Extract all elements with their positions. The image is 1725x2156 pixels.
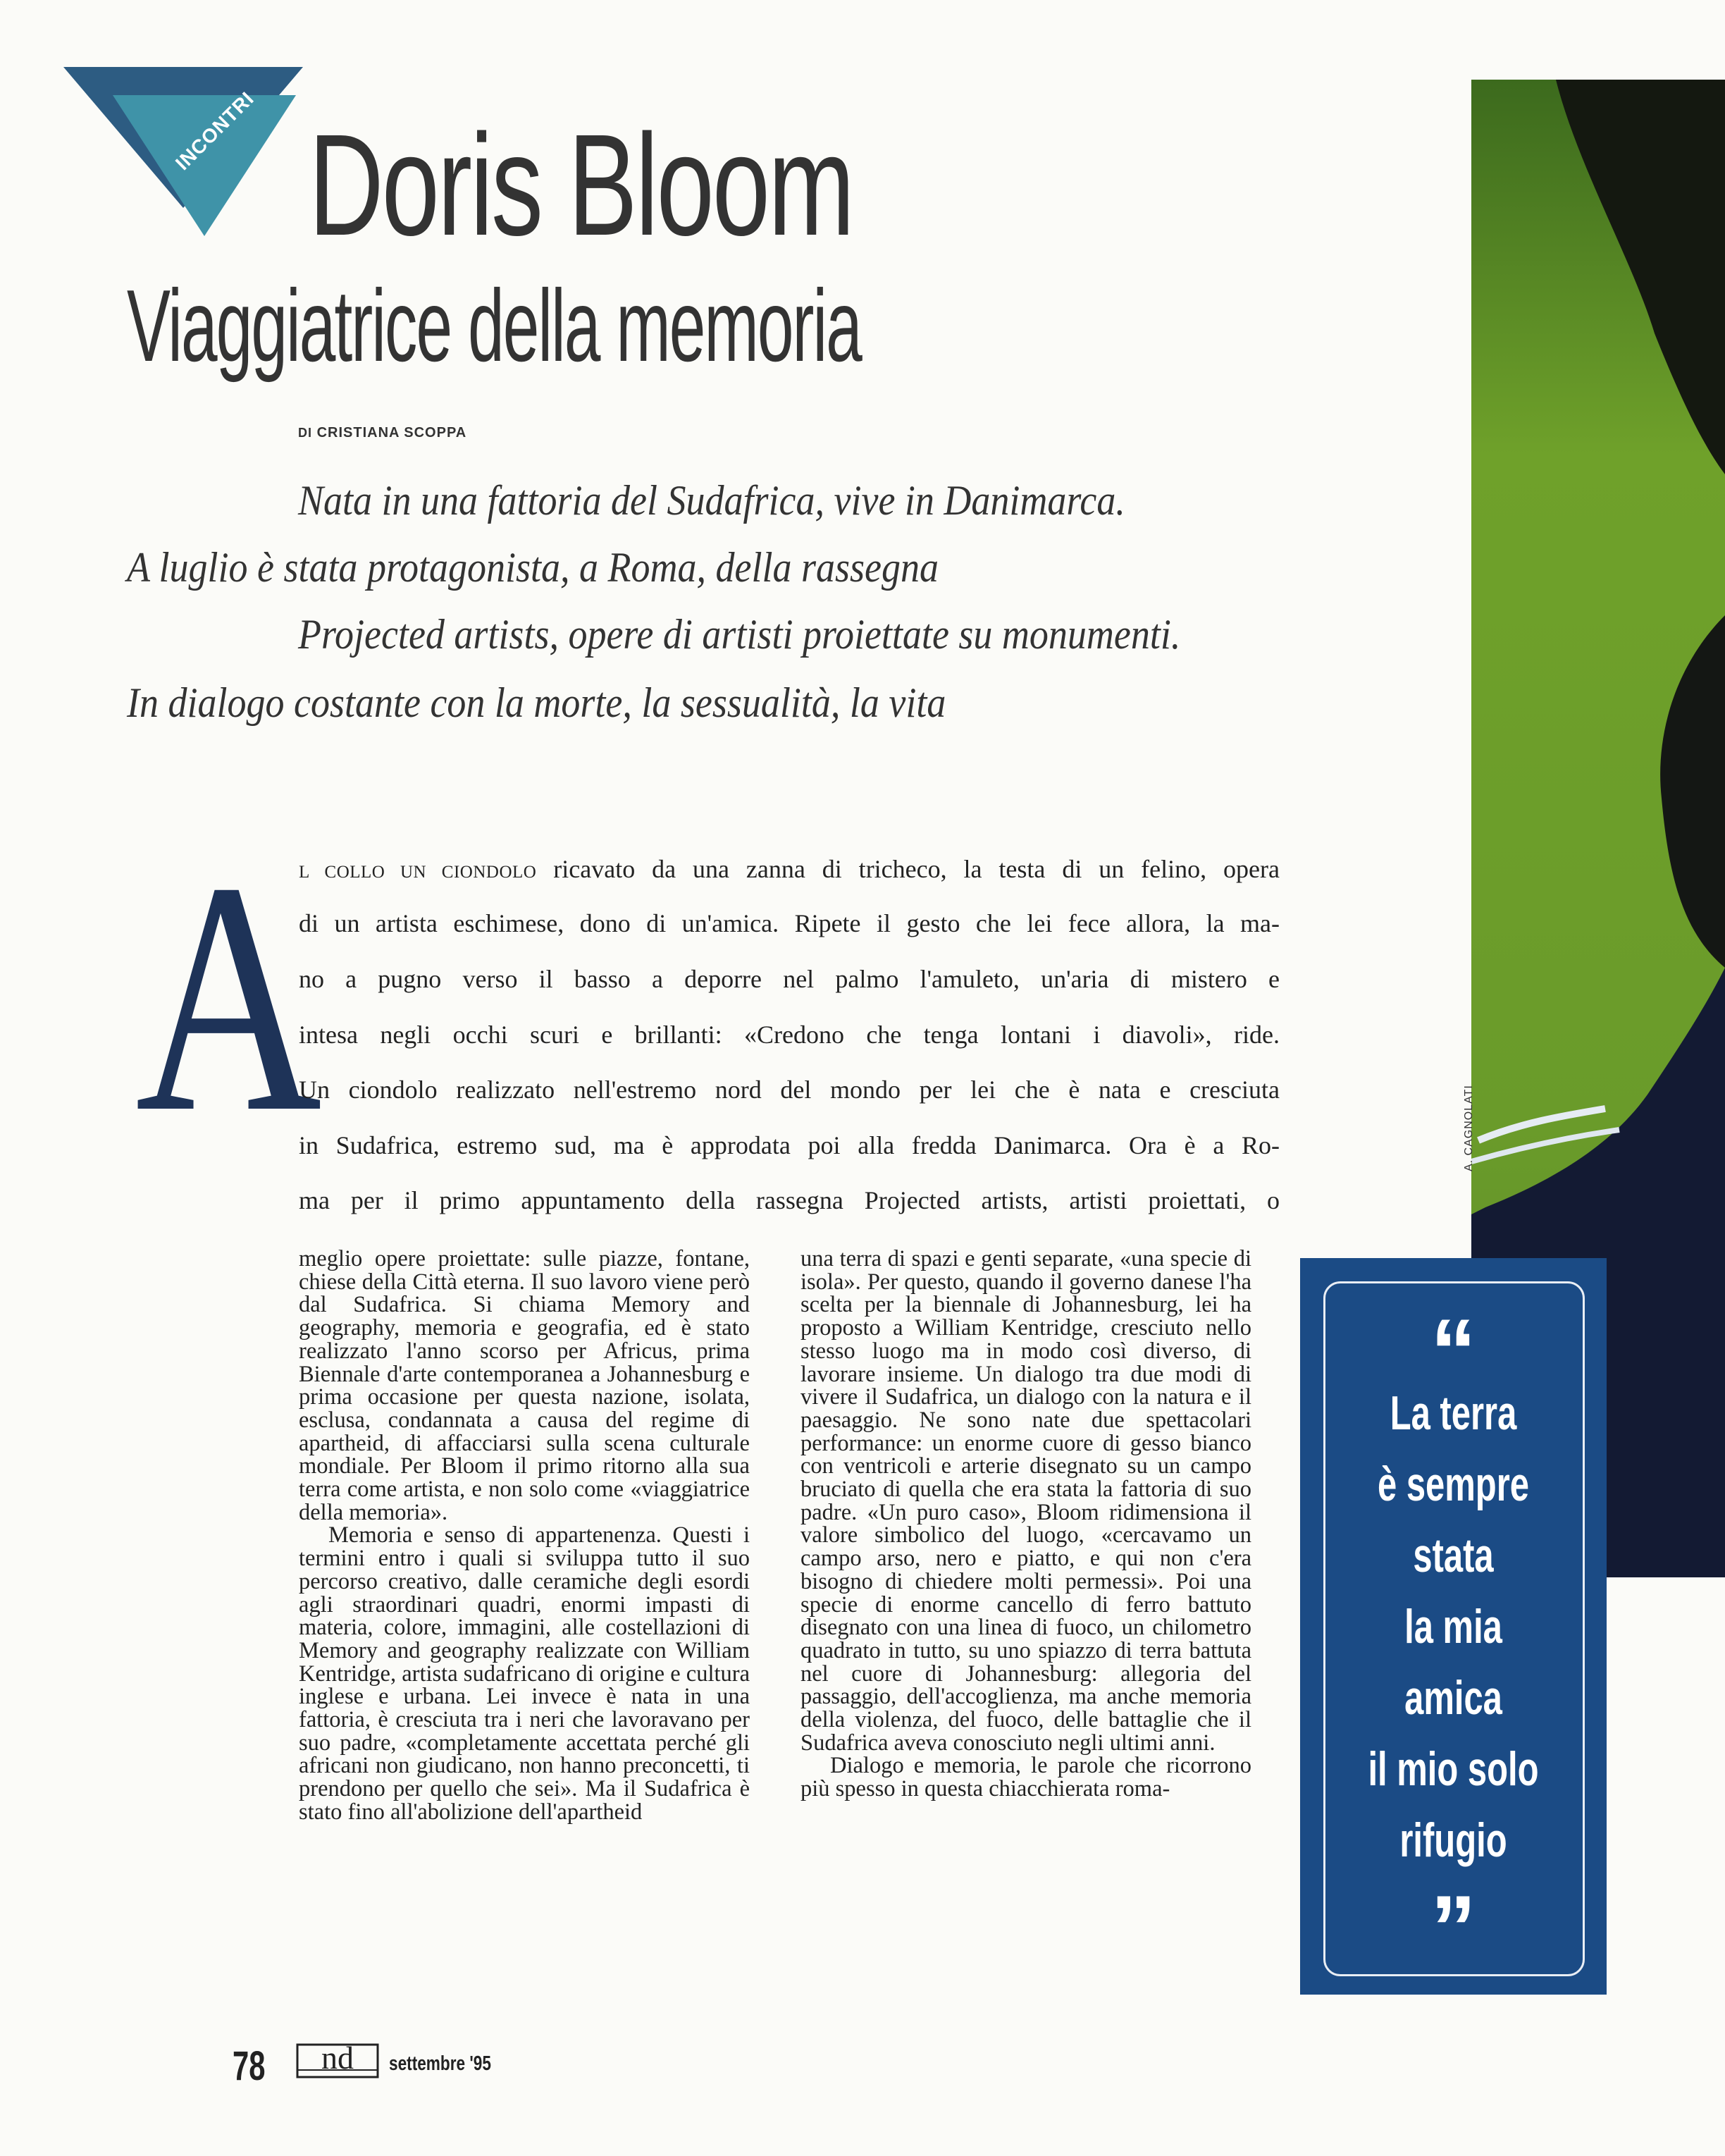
open-quote-icon: “ xyxy=(1430,1300,1476,1403)
lead-in-smallcaps: L COLLO UN CIONDOLO xyxy=(299,863,537,882)
byline-author: CRISTIANA SCOPPA xyxy=(316,425,467,441)
body-paragraph: Memoria e senso di appartenenza. Questi i termini entro i quali si sviluppa tutto il suo percorso creativo, dalle ceramiche degli esordi agli straordinari quadri, enormi impasti di materia, colore, immagini, alle costellazioni di Memory and geography realizzate con William Kentridge, artista sudafricano di origine e cultura inglese e urbana. Lei invece è nata in una fattoria, è cresciuta tra i neri che lavoravano per suo padre, «completamente accettata perché gli africani non giudicano, non hanno preconcetti, ti prendono per quello che sei». Ma il Sudafrica è stato fino all'abolizione dell'apartheid xyxy=(299,1522,750,1825)
deck-line: In dialogo costante con la morte, la sessualità, la vita xyxy=(127,679,946,726)
close-quote-icon: ” xyxy=(1430,1876,1476,1979)
pull-quote-line: la mia xyxy=(1404,1600,1502,1653)
byline xyxy=(298,425,466,441)
pull-quote-line: amica xyxy=(1404,1671,1502,1725)
section-label: INCONTRI xyxy=(171,87,259,175)
deck-line: Nata in una fattoria del Sudafrica, vive in Danimarca. xyxy=(298,477,1125,524)
byline-prefix: DI xyxy=(298,426,312,440)
body-column-2 xyxy=(800,1248,1251,1801)
drop-cap: A xyxy=(135,813,322,1181)
pull-quote-line: stata xyxy=(1413,1529,1494,1582)
pull-quote-text xyxy=(1343,1378,1564,1876)
intro-line: ma per il primo appuntamento della rassegna Projected artists, artisti proiettati, o xyxy=(299,1186,1280,1214)
intro-line: no a pugno verso il basso a deporre nel palmo l'amuleto, un'aria di mistero e xyxy=(299,965,1280,993)
body-paragraph: Dialogo e memoria, le parole che ricorrono più spesso in questa chiacchierata roma- xyxy=(800,1753,1251,1802)
issue-date: settembre '95 xyxy=(389,2052,491,2075)
body-paragraph: meglio opere proiettate: sulle piazze, fontane, chiese della Città eterna. Il suo lavoro viene però dal Sudafrica. Si chiama Memory and geography, memoria e geografia, ed è stato realizzato l'anno scorso per Africus, prima Biennale d'arte contemporanea a Johannesburg e prima occasione per questa nazione, isolata, esclusa, condannata a causa del regime di apartheid, di affacciarsi sulla scena culturale mondiale. Per Bloom il primo ritorno alla sua terra come artista, e non solo come «viaggiatrice della memoria». xyxy=(299,1246,750,1525)
pull-quote-line: rifugio xyxy=(1399,1813,1507,1867)
deck-line: Projected artists, opere di artisti proiettate su monumenti. xyxy=(298,611,1181,658)
intro-line: di un artista eschimese, dono di un'amica. Ripete il gesto che lei fece allora, la ma- xyxy=(299,909,1280,937)
intro-line: in Sudafrica, estremo sud, ma è approdata poi alla fredda Danimarca. Ora è a Ro- xyxy=(299,1131,1280,1159)
intro-line: Un ciondolo realizzato nell'estremo nord del mondo per lei che è nata e cresciuta xyxy=(299,1076,1280,1104)
body-paragraph: una terra di spazi e genti separate, «una specie di isola». Per questo, quando il governo danese l'ha scelta per la biennale di Johannesburg, lei ha proposto a William Kentridge, cresciuto nello stesso luogo ma in modo così diverso, di lavorare insieme. Un dialogo tra due modi di vivere il Sudafrica, un dialogo con la natura e il paesaggio. Ne sono nate due spettacolari performance: un enorme cuore di gesso bianco con ventricoli e arterie disegnato su un campo bruciato di quella che era stata la fattoria di suo padre. «Un puro caso», Bloom ridimensiona il valore simbolico del luogo, «cercavamo un campo arso, nero e piatto, e qui non c'era bisogno di chiedere molti permessi». Poi una specie di enorme cancello di ferro battuto disegnato con una linea di fuoco, un chilometro quadrato in tutto, su uno spiazzo di terra battuta nel cuore di Johannesburg: allegoria del passaggio, dell'accoglienza, ma anche memoria della violenza, del fuoco, delle battaglie che il Sudafrica aveva conosciuto negli ultimi anni. xyxy=(800,1246,1251,1756)
article-title: Doris Bloom xyxy=(309,104,853,266)
magazine-logo xyxy=(296,2043,379,2078)
article-subtitle: Viaggiatrice della memoria xyxy=(127,269,861,383)
pull-quote-line: è sempre xyxy=(1377,1458,1530,1511)
pull-quote-line: il mio solo xyxy=(1368,1742,1539,1796)
deck-line: A luglio è stata protagonista, a Roma, della rassegna xyxy=(127,544,939,591)
intro-line: intesa negli occhi scuri e brillanti: «Credono che tenga lontani i diavoli», ride. xyxy=(299,1021,1280,1049)
magazine-logo-text: nd xyxy=(321,2043,354,2076)
pull-quote-line: La terra xyxy=(1390,1386,1517,1440)
page-number: 78 xyxy=(233,2043,266,2089)
photo-credit: A. CAGNOLATI xyxy=(1463,1085,1475,1171)
body-column-1 xyxy=(299,1248,750,1824)
intro-line: L COLLO UN CIONDOLO ricavato da una zanna di tricheco, la testa di un felino, opera xyxy=(299,855,1280,883)
